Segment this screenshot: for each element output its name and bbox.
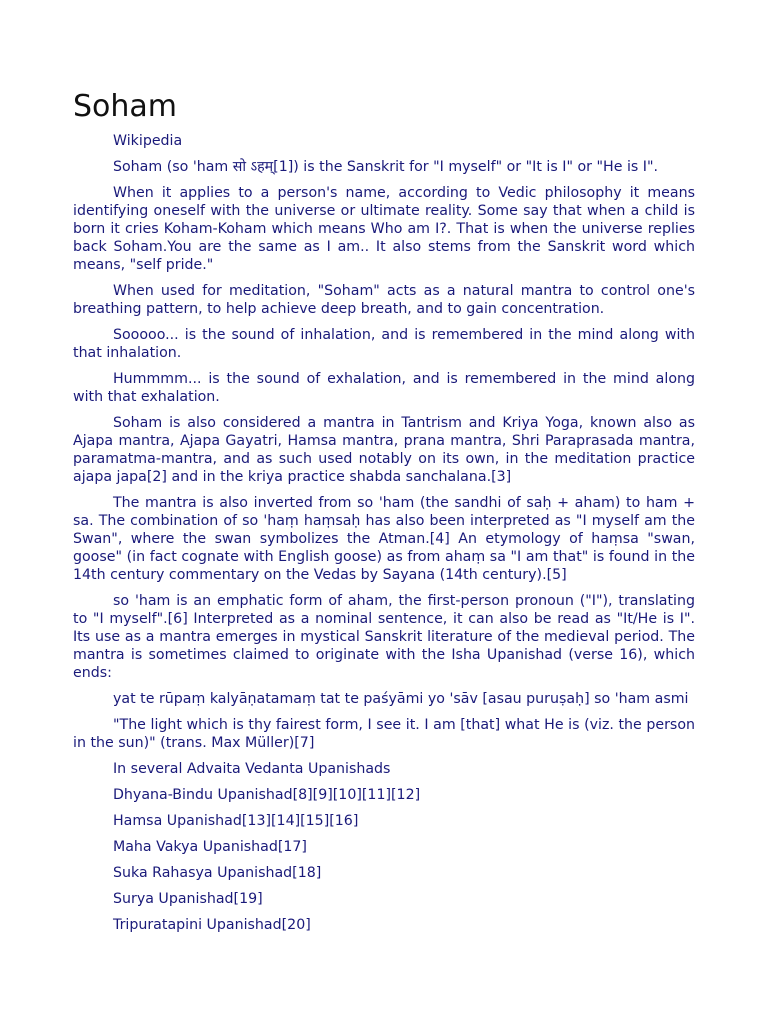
paragraph-5: Hummmm... is the sound of exhalation, and is remembered in the mind along with that exhalation. bbox=[73, 371, 695, 405]
list-item: Hamsa Upanishad[13][14][15][16] bbox=[113, 813, 359, 829]
list-item: Maha Vakya Upanishad[17] bbox=[113, 839, 307, 855]
source-label: Wikipedia bbox=[113, 133, 183, 149]
list-item: Surya Upanishad[19] bbox=[113, 891, 263, 907]
list-item: Tripuratapini Upanishad[20] bbox=[113, 917, 311, 933]
page-title: Soham bbox=[73, 89, 178, 124]
paragraph-1: Soham (so 'ham सो ऽहम्[1]) is the Sanskrit for "I myself" or "It is I" or "He is I". bbox=[113, 159, 659, 175]
list-item: Dhyana-Bindu Upanishad[8][9][10][11][12] bbox=[113, 787, 421, 803]
paragraph-7: The mantra is also inverted from so 'ham (the sandhi of saḥ + aham) to ham + sa. The combination of so 'haṃ haṃsaḥ has also been interpreted as "I myself am the Swan", where the swan symbolizes the Atman.[4] An etymology of haṃsa "swan, goose" (in fact cognate with English goose) as from ahaṃ sa "I am that" is found in the 14th century commentary on the Vedas by Sayana (14th century).[5] bbox=[73, 495, 695, 583]
sanskrit-quote: yat te rūpaṃ kalyāṇatamaṃ tat te paśyāmi yo 'sāv [asau puruṣaḥ] so 'ham asmi bbox=[113, 691, 689, 707]
translation-quote: "The light which is thy fairest form, I see it. I am [that] what He is (viz. the person in the sun)" (trans. Max Müller)[7] bbox=[73, 717, 695, 751]
paragraph-6: Soham is also considered a mantra in Tantrism and Kriya Yoga, known also as Ajapa mantra, Ajapa Gayatri, Hamsa mantra, prana mantra, Shri Paraprasada mantra, paramatma-mantra, and as such used notably on its own, in the meditation practice ajapa japa[2] and in the kriya practice shabda sanchalana.[3] bbox=[73, 415, 695, 485]
document-page bbox=[73, 88, 695, 942]
paragraph-8: so 'ham is an emphatic form of aham, the first-person pronoun ("I"), translating to "I myself".[6] Interpreted as a nominal sentence, it can also be read as "It/He is I". Its use as a mantra emerges in mystical Sanskrit literature of the medieval period. The mantra is sometimes claimed to originate with the Isha Upanishad (verse 16), which ends: bbox=[73, 593, 695, 681]
list-item: Suka Rahasya Upanishad[18] bbox=[113, 865, 322, 881]
paragraph-4: Sooooo... is the sound of inhalation, and is remembered in the mind along with that inhalation. bbox=[73, 327, 695, 361]
list-heading: In several Advaita Vedanta Upanishads bbox=[113, 761, 391, 777]
paragraph-3: When used for meditation, "Soham" acts as a natural mantra to control one's breathing pattern, to help achieve deep breath, and to gain concentration. bbox=[73, 283, 695, 317]
paragraph-2: When it applies to a person's name, according to Vedic philosophy it means identifying oneself with the universe or ultimate reality. Some say that when a child is born it cries Koham-Koham which means Who am I?. That is when the universe replies back Soham.You are the same as I am.. It also stems from the Sanskrit word which means, "self pride." bbox=[73, 185, 695, 273]
